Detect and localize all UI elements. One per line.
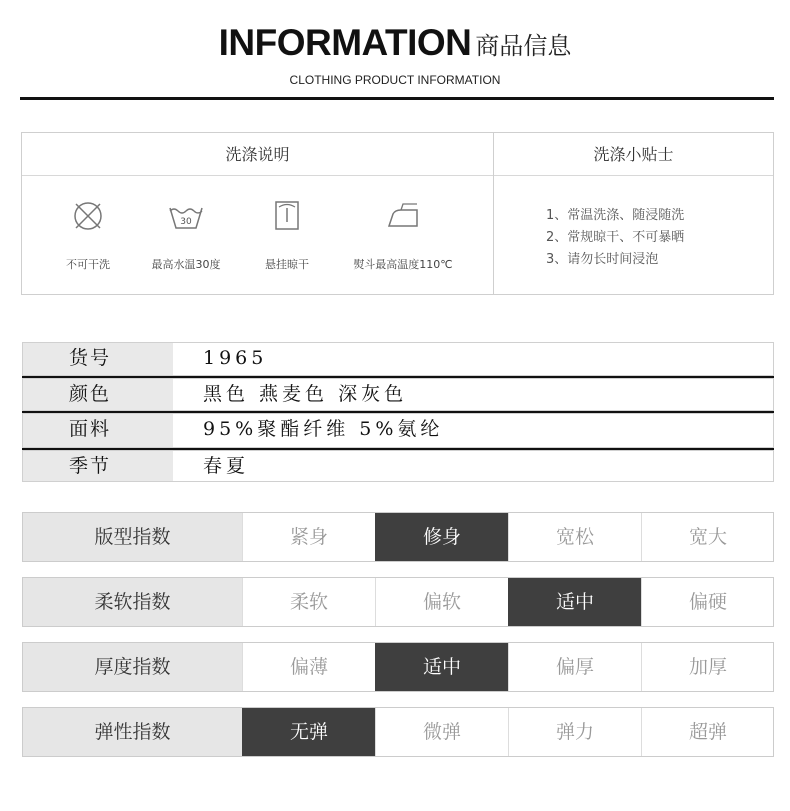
- wash-tips-list: [546, 205, 684, 271]
- index-option: 柔软: [242, 578, 375, 626]
- header-divider: [20, 97, 774, 100]
- index-option: 偏硬: [641, 578, 774, 626]
- index-option: 偏厚: [508, 643, 641, 691]
- index-row-fit: [22, 512, 774, 562]
- index-option: 微弹: [375, 708, 508, 756]
- care-label: 悬挂晾干: [265, 258, 309, 271]
- wash-tip: 1、常温洗涤、随浸随洗: [546, 208, 685, 223]
- info-value: 95%聚酯纤维 5%氨纶: [203, 418, 444, 440]
- info-key: 颜色: [23, 379, 173, 410]
- index-option: 适中: [375, 643, 508, 691]
- care-item-hang-dry: [232, 196, 342, 272]
- index-option: 偏薄: [242, 643, 375, 691]
- care-item-no-dry-clean: [33, 196, 143, 272]
- info-value: 黑色 燕麦色 深灰色: [203, 383, 408, 405]
- index-label: 弹性指数: [23, 708, 242, 756]
- no-dry-clean-icon: [68, 196, 108, 236]
- wash-temp-text: 30: [180, 217, 192, 227]
- index-option: 加厚: [641, 643, 774, 691]
- title-chinese: 商品信息: [475, 31, 572, 60]
- wash-30-icon: [166, 196, 206, 236]
- wash-tip: 3、请勿长时间浸泡: [546, 252, 659, 267]
- info-value: 春夏: [203, 455, 250, 477]
- wash-tip: 2、常规晾干、不可暴晒: [546, 230, 685, 245]
- care-item-wash-30: [131, 196, 241, 272]
- wash-panel-divider: [493, 133, 494, 294]
- index-label: 厚度指数: [23, 643, 242, 691]
- info-row-color: [22, 378, 774, 411]
- info-row-fabric: [22, 413, 774, 448]
- hang-dry-icon: [267, 196, 307, 236]
- index-option: 无弹: [242, 708, 375, 756]
- info-row-item-number: [22, 342, 774, 376]
- info-value: 1965: [203, 347, 268, 369]
- info-key: 货号: [23, 343, 173, 375]
- index-label: 柔软指数: [23, 578, 242, 626]
- care-label: 最高水温30度: [151, 258, 221, 271]
- index-row-softness: [22, 577, 774, 627]
- index-row-thickness: [22, 642, 774, 692]
- wash-instructions-title: 洗涤说明: [22, 133, 493, 176]
- index-option: 宽大: [641, 513, 774, 561]
- care-label: 熨斗最高温度110℃: [353, 258, 453, 271]
- info-key: 面料: [23, 414, 173, 447]
- wash-tips-title: 洗涤小贴士: [494, 133, 773, 176]
- index-option: 修身: [375, 513, 508, 561]
- iron-icon: [383, 196, 423, 236]
- care-label: 不可干洗: [66, 258, 110, 271]
- index-row-elasticity: [22, 707, 774, 757]
- index-option: 偏软: [375, 578, 508, 626]
- index-label: 版型指数: [23, 513, 242, 561]
- index-option: 超弹: [641, 708, 774, 756]
- index-option: 宽松: [508, 513, 641, 561]
- index-option: 弹力: [508, 708, 641, 756]
- page-title: [0, 22, 790, 64]
- index-option: 适中: [508, 578, 641, 626]
- info-row-season: [22, 450, 774, 482]
- index-option: 紧身: [242, 513, 375, 561]
- care-item-iron: [348, 196, 458, 272]
- page-subtitle: CLOTHING PRODUCT INFORMATION: [289, 73, 501, 87]
- title-english: INFORMATION: [218, 22, 472, 63]
- info-key: 季节: [23, 451, 173, 481]
